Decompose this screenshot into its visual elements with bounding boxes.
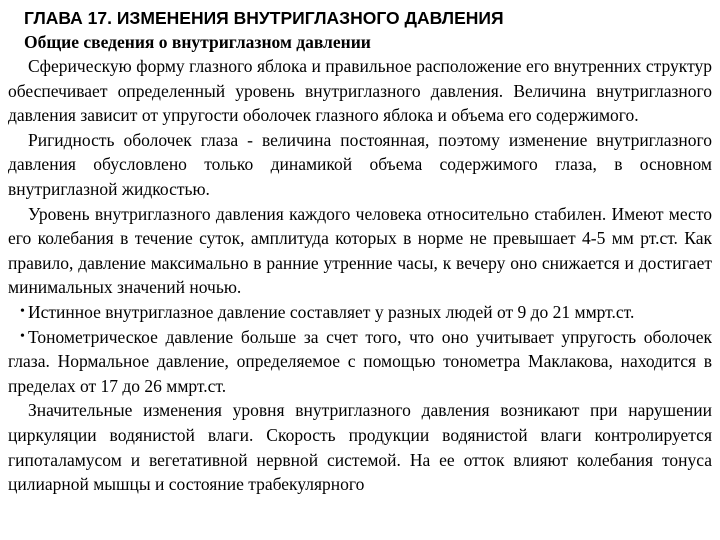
bullet-icon: • [20,303,25,319]
paragraph-6: Значительные изменения уровня внутриглазного давления возникают при нарушении циркуляции водянистой влаги. Скорость продукции водянистой влаги контролируется гипоталамусом и вегетативной нервной системой. На ее отток влияют колебания тонуса цилиарной мышцы и состояние трабекулярного [8,400,712,495]
bullet-icon: • [20,328,25,344]
section-title: Общие сведения о внутриглазном давлении [24,32,371,52]
bullet-item-true-pressure [8,300,712,325]
bullet-text: Тонометрическое давление больше за счет того, что оно учитывает упругость оболочек глаза. Нормальное давление, определяемое с помощью тонометра Маклакова, находится в пределах от 17 до 26 ммрт.ст. [8,326,712,396]
paragraph-3: Уровень внутриглазного давления каждого человека относительно стабилен. Имеют место его колебания в течение суток, амплитуда которых в норме не превышает 4-5 мм рт.ст. Как правило, давление максимально в ранние утренние часы, к вечеру оно снижается и достигает минимальных значений ночью. [8,203,712,298]
chapter-title: ГЛАВА 17. ИЗМЕНЕНИЯ ВНУТРИГЛАЗНОГО ДАВЛЕНИЯ [24,8,504,28]
bullet-item-tonometric-pressure [8,325,712,399]
bullet-text: Истинное внутриглазное давление составляет у разных людей от 9 до 21 ммрт.ст. [28,301,635,322]
paragraph-2: Ригидность оболочек глаза - величина постоянная, поэтому изменение внутриглазного давления обусловлено только динамикой объема содержимого глаза, в основном внутриглазной жидкостью. [8,129,712,199]
paragraph-1: Сферическую форму глазного яблока и правильное расположение его внутренних структур обеспечивает определенный уровень внутриглазного давления. Величина внутриглазного давления зависит от упругости оболочек глазного яблока и объема его содержимого. [8,56,712,126]
